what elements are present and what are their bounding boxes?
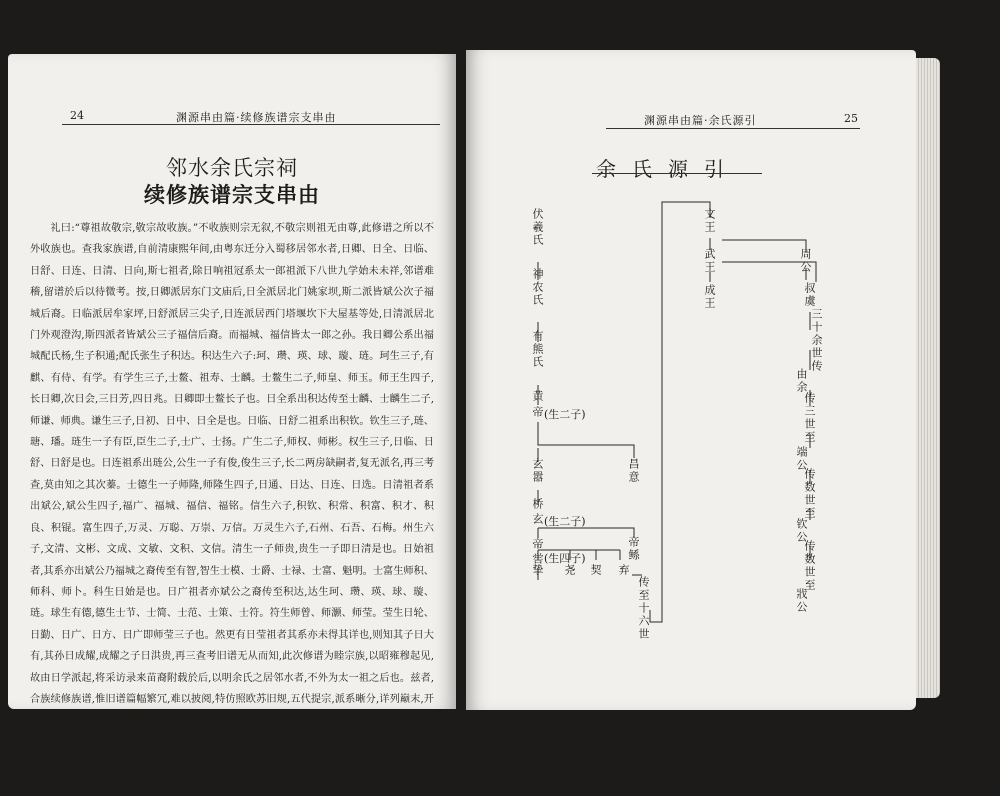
running-head: 渊源串由篇·续修族谱宗支串由 [176,111,337,124]
section-title: 余氏源引 [596,157,740,181]
tree-node: 成王 [703,284,716,310]
article-body: 礼曰:“尊祖故敬宗,敬宗故收族。”不收族则宗无叙,不敬宗则祖无由尊,此修谱之所以不外收族也。查我家族谱,自前清康熙年间,由粤东迁分入蜀移居邻水者,日卿、日全、日临、日舒、日连、日清、日向,斯七祖者,除日响祖冠系太一郎祖派下八世九学始未未祥,邻谱难稽,留谱於后以待微考。按,日卿派居东门文庙后,日全派居北门姚家坝,斯二派皆斌公次子福城后裔。日临派居牟家坪,日舒派居三尖子,日连派居西门塔堰坎下大屋基等处,日清派居北门外观澄沟,斯四派者皆斌公三子福信后裔。而福城、福信皆太一郎之孙。我日卿公系出福城配氏杨,生子积通;配氏张生子积达。积达生六子:珂、瓒、瑛、球、璇、琏。珂生三子,有麒、有侍、有学。有学生三子,士鳌、祖寿、士麟。士鳌生二子,师皇、师玉。师王生四子,长日卿,次日会,三日芳,四日兆。日卿即士鳌长子也。日全系出积达传至士麟、士麟生二子,师谦、师典。谦生三子,日初、日中、日全是也。日临、日舒二祖系出积钦。钦生三子,琏、瑭、璠。琏生一子有臣,臣生二子,士广、士扬。广生二子,师权、师彬。权生三子,日临、日舒、日舒是也。日连祖系出琏公,公生一子有俊,俊生三子,长二两房缺嗣者,复无派名,再三考查,莫由知之其次蓁。士德生一子师隆,师隆生四子,日通、日达、日连、日选。日清祖者系出斌公,斌公生四子,福广、福城、福信、福铭。信生六子,积钦、积常、积富、积才、积良、积锟。富生四子,万灵、万聪、万崇、万信。万灵生六子,石州、石吾、石梅。州生六子,文清、文彬、文成、文敏、文积、文信。清生一子师贵,贵生一子即日清是也。日始祖者,其系亦出斌公乃福城之裔传至有智,智生士模、士爵、士禄、士富、魁明。士富生师积、师科、师卜。科生日始是也。日广祖者亦斌公之裔传至积达,达生珂、瓒、瑛、球、璇、琏。球生有德,德生士节、士简、士范、士策、士符。符生师曾、师灏、师莹。莹生日轮、日勤、日广、日方、日广即师莹三子也。然更有日莹祖者其系亦未得其详也,则知其子日大有,其孙日成耀,成耀之子日洪贵,再三查考旧谱无从而知,此次修谱为睦宗族,以昭雍穆起见,故由日学派起,将采访录来苗裔附载於后,以明余氏之居邻水者,不外为太一祖之后也。兹者,合族续修族谱,惟旧谱篇幅繁冗,难以披阅,特仿照欧苏旧规,五代提宗,派系晰分,详列巅末,开览而知其源流,举目则识其统绪。俾吾族子子孙孙维先祖之贻谋,开万代之人伦,百世相传,万年不替。或登进仕途,或为农经商,遵行春祀秋尝,思图追板,宗功承先启后,夙夜铭心,斯不愧靖忠将相之苗裔,嵫由学史之后嗣,光荣父母,庆溢宗坊,吾等之厚望,抑亦修谱之意举也。是为序。 [30,223,434,791]
tree-node: 喾 [531,553,544,566]
tree-node: 三十余世传 [810,308,823,373]
tree-node: 玄嚣 [531,458,544,484]
tree-node: 弃 [617,564,630,577]
tree-node: 契 [589,564,602,577]
tree-node: 传数世至 [803,468,816,520]
article-title-line2: 续修族谱宗支串由 [144,182,320,207]
tree-node: 传数世至 [803,540,816,592]
tree-node: 传三世至 [803,392,816,444]
article-title-line1: 邻水余氏宗祠 [166,156,298,180]
genealogy-tree-lines [466,50,916,710]
tree-node: 昌意 [627,458,640,484]
tree-node: 周公 [799,248,812,274]
tree-node: 神农氏 [531,268,544,307]
tree-node: 戕公 [795,588,808,614]
tree-node: 桥 [531,498,544,511]
tree-node: 玄 [531,513,544,526]
tree-node-note: (生二子) [544,515,586,528]
tree-node: 叔虞 [803,282,816,308]
tree-node: 尧 [563,564,576,577]
tree-node-note: (生二子) [544,408,586,421]
tree-node: 文王 [703,208,716,234]
page-number: 24 [70,109,84,122]
page-number: 25 [844,112,858,125]
tree-node: 帝 [531,538,544,551]
tree-node: 传至十六世 [637,576,650,641]
tree-node: 钦公 [795,518,808,544]
tree-node: 帝 [531,406,544,419]
tree-node: 端公 [795,446,808,472]
tree-node: 武王 [703,248,716,274]
tree-node: 帝鲧 [627,536,640,562]
right-page [466,50,916,710]
tree-node-note: (生四子) [544,552,586,565]
tree-node: 伏羲氏 [531,208,544,247]
tree-node: 由余 [795,368,808,394]
tree-node: 有熊氏 [531,330,544,369]
running-head: 渊源串由篇·余氏源引 [644,114,757,127]
left-page [8,54,456,791]
tree-node: 挚 [531,564,544,577]
header-rule [62,124,440,125]
tree-node: 黄 [531,390,544,403]
